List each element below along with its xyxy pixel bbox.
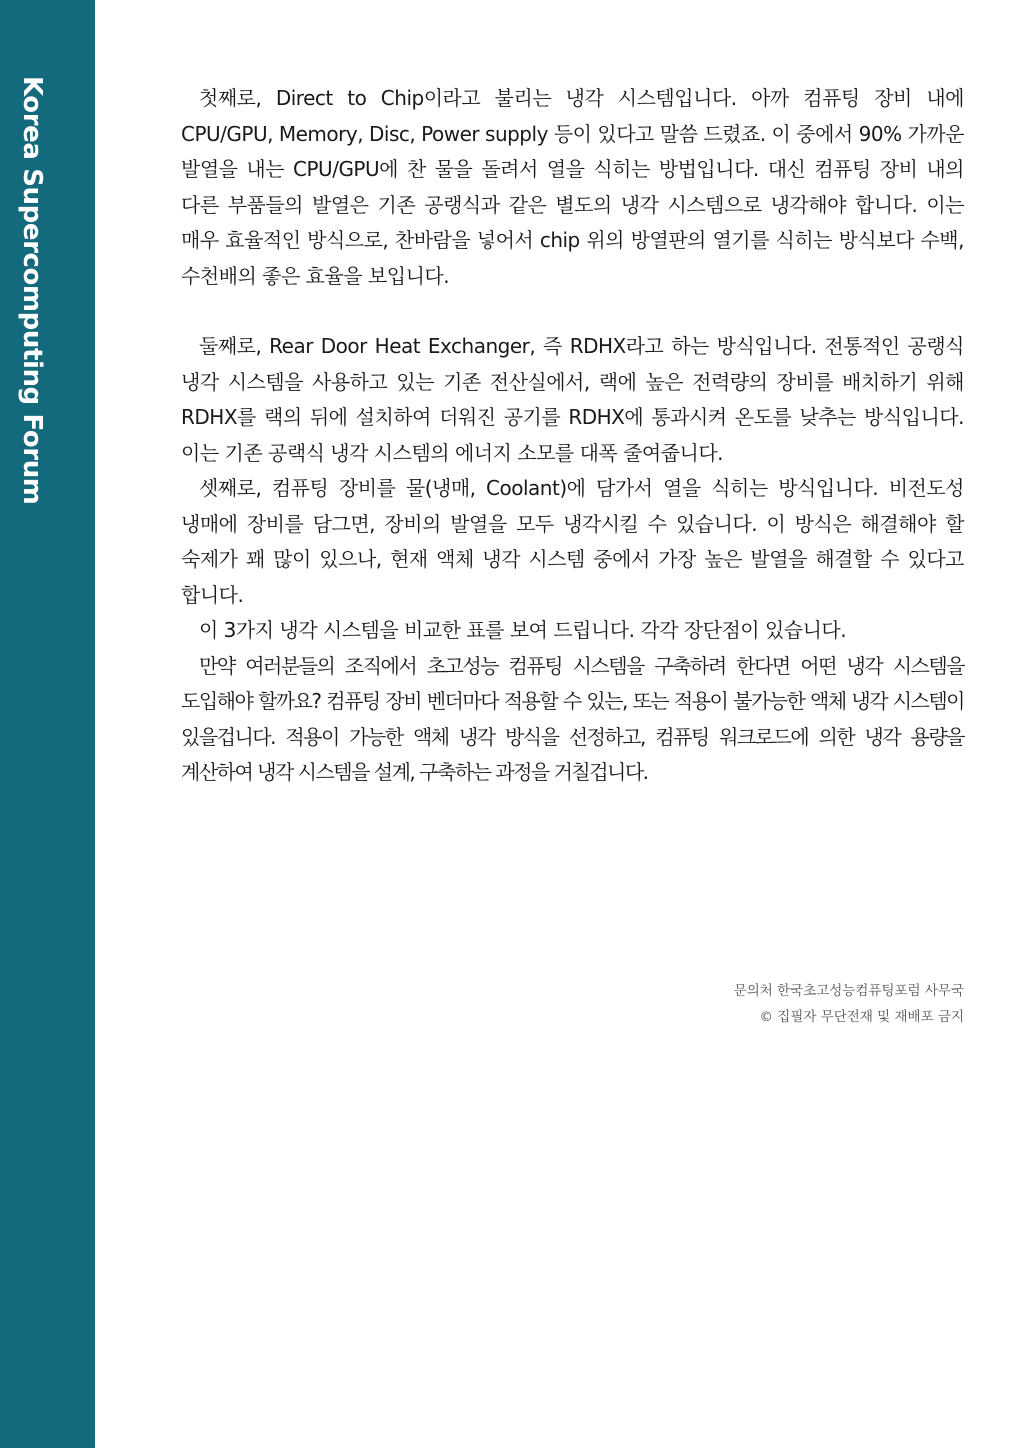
paragraph-rdhx: 둘째로, Rear Door Heat Exchanger, 즉 RDHX라고 하는 방식입니다. 전통적인 공랭식 냉각 시스템을 사용하고 있는 기존 전산실에서, 랙에 높은 전력량의 장비를 배치하기 위해 RDHX를 랙의 뒤에 설치하여 더워진 공기를 RDHX에 통과시켜 온도를 낮추는 방식입니다. 이는 기존 공랙식 냉각 시스템의 에너지 소모를 대폭 줄여줍니다.: [181, 334, 964, 465]
footer: [734, 978, 964, 1030]
footer-copyright: © 집필자 무단전재 및 재배포 금지: [759, 1009, 964, 1025]
footer-contact: 문의처 한국초고성능컴퓨팅포럼 사무국: [733, 983, 964, 999]
paragraph-immersion: 셋째로, 컴퓨팅 장비를 물(냉매, Coolant)에 담가서 열을 식히는 방식입니다. 비전도성 냉매에 장비를 담그면, 장비의 발열을 모두 냉각시킬 수 있습니다. 이 방식은 해결해야 할 숙제가 꽤 많이 있으나, 현재 액체 냉각 시스템 중에서 가장 높은 발열을 해결할 수 있다고 합니다.: [181, 476, 964, 607]
paragraph-selection: 만약 여러분들의 조직에서 초고성능 컴퓨팅 시스템을 구축하려 한다면 어떤 냉각 시스템을 도입해야 할까요? 컴퓨팅 장비 벤더마다 적용할 수 있는, 또는 적용이 불가능한 액체 냉각 시스템이 있을겁니다. 적용이 가능한 액체 냉각 방식을 선정하고, 컴퓨팅 워크로드에 의한 냉각 용량을 계산하여 냉각 시스템을 설계, 구축하는 과정을 거칠겁니다.: [181, 653, 964, 784]
sidebar: [0, 0, 95, 1448]
paragraph-comparison: 이 3가지 냉각 시스템을 비교한 표를 보여 드립니다. 각각 장단점이 있습니다.: [199, 618, 847, 642]
paragraph-direct-to-chip: 첫째로, Direct to Chip이라고 불리는 냉각 시스템입니다. 아까 컴퓨팅 장비 내에 CPU/GPU, Memory, Disc, Power supply 등이 있다고 말씀 드렸죠. 이 중에서 90% 가까운 발열을 내는 CPU/GPU에 찬 물을 돌려서 열을 식히는 방법입니다. 대신 컴퓨팅 장비 내의 다른 부품들의 발열은 기존 공랭식과 같은 별도의 냉각 시스템으로 냉각해야 합니다. 이는 매우 효율적인 방식으로, 찬바람을 넣어서 chip 위의 방열판의 열기를 식히는 방식보다 수백, 수천배의 좋은 효율을 보입니다.: [181, 86, 964, 288]
document-body: [181, 81, 964, 791]
sidebar-title: Korea Supercomputing Forum: [17, 76, 47, 505]
